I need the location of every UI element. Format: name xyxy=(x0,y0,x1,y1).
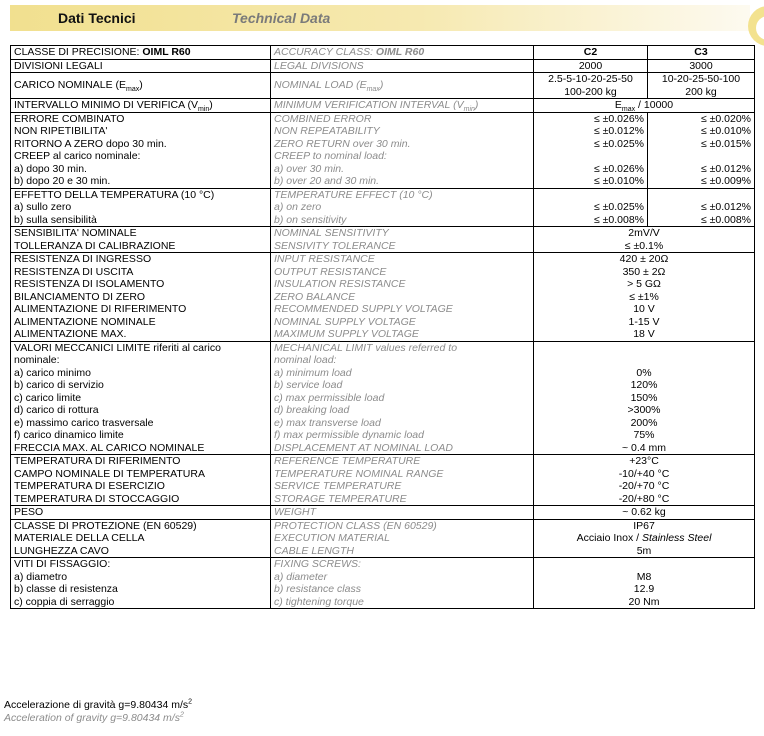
mechanical-value-line: 120% xyxy=(630,379,658,391)
row-legal-divisions xyxy=(11,59,755,73)
weight-en: WEIGHT xyxy=(271,506,534,520)
footer-note xyxy=(4,699,192,724)
sensitivity-it xyxy=(11,227,271,253)
gravity-note-it: Accelerazione di gravità g=9.80434 $m/s^2$ xyxy=(4,698,193,711)
mechanical-en-line: DISPLACEMENT AT NOMINAL LOAD xyxy=(274,441,453,454)
temperatures-it xyxy=(11,455,271,506)
mechanical-value xyxy=(534,341,755,455)
min-interval-it: INTERVALLO MINIMO DI VERIFICA $(V_{min})$ xyxy=(11,99,271,113)
nominal-load-en: NOMINAL LOAD $(E_{max})$ xyxy=(271,73,534,99)
errors-it-line: CREEP al carico nominale: xyxy=(14,150,141,162)
errors-en-line: ZERO RETURN over 30 min. xyxy=(274,137,411,150)
mechanical-it-line: e) massimo carico trasversale xyxy=(14,416,154,429)
screws-value xyxy=(534,558,755,609)
nominal-load-c3: 10-20-25-50-100 200 kg xyxy=(648,73,755,99)
temperatures-en xyxy=(271,455,534,506)
errors-it-line: NON RIPETIBILITA' xyxy=(14,125,108,137)
screws-en-line: FIXING SCREWS: xyxy=(274,558,361,570)
errors-c2 xyxy=(534,112,648,188)
sensitivity-value xyxy=(534,227,755,253)
temp-effect-en-line: a) on zero xyxy=(274,201,322,213)
electrical-en-line: INSULATION RESISTANCE xyxy=(274,278,406,290)
errors-en-line: CREEP to nominal load: xyxy=(274,150,387,162)
electrical-value xyxy=(534,253,755,342)
sensitivity-it-line: SENSIBILITA' NOMINALE xyxy=(14,227,137,239)
electrical-en-line: RECOMMENDED SUPPLY VOLTAGE xyxy=(274,303,453,315)
protection-en-line: PROTECTION CLASS (EN 60529) xyxy=(274,519,437,532)
errors-c3-line xyxy=(651,150,751,163)
temperatures-en-line: STORAGE TEMPERATURE xyxy=(274,492,407,505)
electrical-value-line: 1-15 V xyxy=(628,315,660,328)
temperatures-it-line: TEMPERATURA DI ESERCIZIO xyxy=(14,480,165,492)
electrical-en-line: OUTPUT RESISTANCE xyxy=(274,265,387,278)
mechanical-en xyxy=(271,341,534,455)
temperatures-value-line: -20/+80 °C xyxy=(618,492,670,505)
row-temperature-effect xyxy=(11,188,755,227)
temp-effect-c3-line: ≤ ±0.012% xyxy=(700,201,751,213)
mechanical-en-line: f) max permissible dynamic load xyxy=(274,429,424,441)
errors-c2-line: ≤ ±0.026% xyxy=(593,162,644,175)
row-protection xyxy=(11,519,755,558)
errors-c3-line: ≤ ±0.010% xyxy=(700,125,751,137)
temp-effect-c2-line: ≤ ±0.025% xyxy=(593,201,644,213)
temperatures-value-line: -10/+40 °C xyxy=(618,467,670,480)
row-nominal-load xyxy=(11,73,755,99)
temperatures-it-line: TEMPERATURA DI STOCCAGGIO xyxy=(14,492,180,505)
mechanical-en-line: e) max transverse load xyxy=(274,416,381,429)
weight-value: ~ 0.62 kg xyxy=(534,506,755,520)
temp-effect-c2-line xyxy=(537,189,644,202)
screws-en-line: a) diameter xyxy=(274,570,328,583)
screws-value-line: 12.9 xyxy=(633,583,655,595)
errors-en-line: a) over 30 min. xyxy=(274,162,345,175)
electrical-value-line: ≤ ±1% xyxy=(629,290,659,303)
sensitivity-value-line: ≤ ±0.1% xyxy=(624,239,664,252)
temp-effect-it xyxy=(11,188,271,227)
screws-it-line: c) coppia di serraggio xyxy=(14,595,115,608)
temp-effect-it-line: EFFETTO DELLA TEMPERATURA (10 °C) xyxy=(14,188,215,201)
section-header xyxy=(10,5,750,31)
electrical-en-line: INPUT RESISTANCE xyxy=(274,253,375,265)
row-accuracy-class xyxy=(11,46,755,60)
errors-it-line: a) dopo 30 min. xyxy=(14,162,87,175)
temp-effect-c2-line: ≤ ±0.008% xyxy=(593,213,644,226)
errors-c3-line: ≤ ±0.009% xyxy=(700,175,751,187)
screws-it-line: b) classe di resistenza xyxy=(14,583,118,595)
mechanical-value-line: ~ 0.4 mm xyxy=(621,441,667,454)
legal-div-c3: 3000 xyxy=(648,59,755,73)
temp-effect-en-line: b) on sensitivity xyxy=(274,213,347,226)
mechanical-it-line: d) carico di rottura xyxy=(14,404,99,416)
electrical-it-line: ALIMENTAZIONE MAX. xyxy=(14,328,127,340)
temperatures-it-line: TEMPERATURA DI RIFERIMENTO xyxy=(14,455,181,467)
temp-effect-it-line: a) sullo zero xyxy=(14,201,72,213)
protection-en-line: EXECUTION MATERIAL xyxy=(274,532,390,544)
legal-div-en: LEGAL DIVISIONS xyxy=(271,59,534,73)
mechanical-it-line: FRECCIA MAX. AL CARICO NOMINALE xyxy=(14,441,205,454)
sensitivity-en xyxy=(271,227,534,253)
row-screws xyxy=(11,558,755,609)
sensitivity-value-line: 2mV/V xyxy=(628,227,660,239)
min-interval-en: MINIMUM VERIFICATION INTERVAL $(V_{min})$ xyxy=(271,99,534,113)
row-errors xyxy=(11,112,755,188)
nominal-load-c2: 2.5-5-10-20-25-50 100-200 kg xyxy=(534,73,648,99)
screws-it xyxy=(11,558,271,609)
mechanical-value-line: >300% xyxy=(627,404,661,416)
errors-c3-line: ≤ ±0.012% xyxy=(700,162,751,175)
electrical-en-line: MAXIMUM SUPPLY VOLTAGE xyxy=(274,328,419,340)
temperatures-value-line: -20/+70 °C xyxy=(618,480,670,492)
temp-effect-en-line: TEMPERATURE EFFECT (10 °C) xyxy=(274,188,433,201)
electrical-value-line: > 5 GΩ xyxy=(627,278,661,290)
title-italian: Dati Tecnici xyxy=(58,10,136,26)
technical-data-table xyxy=(10,45,755,609)
screws-en xyxy=(271,558,534,609)
protection-value: IP67 Acciaio Inox / Stainless Steel 5m xyxy=(534,519,755,558)
electrical-it-line: BILANCIAMENTO DI ZERO xyxy=(14,290,146,303)
errors-en-line: NON REPEATABILITY xyxy=(274,125,380,137)
electrical-it-line: RESISTENZA DI ISOLAMENTO xyxy=(14,278,165,290)
mechanical-it-line: a) carico minimo xyxy=(14,366,92,379)
temp-effect-c3-line xyxy=(651,189,751,202)
mechanical-en-line: b) service load xyxy=(274,379,343,391)
screws-value-line xyxy=(537,558,751,571)
temp-effect-en xyxy=(271,188,534,227)
errors-en xyxy=(271,112,534,188)
temperatures-value xyxy=(534,455,755,506)
electrical-value-line: 350 ± 2Ω xyxy=(622,265,666,278)
screws-en-line: c) tightening torque xyxy=(274,595,364,608)
errors-it-line: RITORNO A ZERO dopo 30 min. xyxy=(14,137,167,150)
sensitivity-en-line: NOMINAL SENSITIVITY xyxy=(274,227,389,239)
mechanical-it xyxy=(11,341,271,455)
errors-it-line: b) dopo 20 e 30 min. xyxy=(14,175,111,187)
electrical-it-line: RESISTENZA DI USCITA xyxy=(14,265,134,278)
mechanical-en-line: c) max permissible load xyxy=(274,391,385,404)
electrical-value-line: 18 V xyxy=(633,328,655,340)
errors-c3 xyxy=(648,112,755,188)
electrical-en-line: ZERO BALANCE xyxy=(274,290,356,303)
temperatures-value-line: +23°C xyxy=(629,455,659,467)
protection-it-line: CLASSE DI PROTEZIONE (EN 60529) xyxy=(14,519,197,532)
mechanical-en-line: a) minimum load xyxy=(274,366,352,379)
protection-it xyxy=(11,519,271,558)
temp-effect-c3 xyxy=(648,188,755,227)
screws-it-line: VITI DI FISSAGGIO: xyxy=(14,558,111,570)
electrical-it-line: ALIMENTAZIONE DI RIFERIMENTO xyxy=(14,303,187,315)
temperatures-it-line: CAMPO NOMINALE DI TEMPERATURA xyxy=(14,467,205,480)
min-interval-value: $E_{max} / 10000$ xyxy=(534,99,755,113)
mechanical-en-line: d) breaking load xyxy=(274,404,350,416)
temp-effect-c3-line: ≤ ±0.008% xyxy=(700,213,751,226)
accuracy-en: ACCURACY CLASS: OIML R60 xyxy=(271,46,534,60)
weight-it: PESO xyxy=(11,506,271,520)
electrical-it-line: ALIMENTAZIONE NOMINALE xyxy=(14,315,156,328)
errors-it xyxy=(11,112,271,188)
electrical-en xyxy=(271,253,534,342)
mechanical-value-line: 150% xyxy=(630,391,658,404)
screws-value-line: 20 Nm xyxy=(628,595,660,608)
mechanical-value-line: 75% xyxy=(633,429,655,441)
electrical-value-line: 10 V xyxy=(633,303,655,315)
electrical-it xyxy=(11,253,271,342)
temp-effect-it-line: b) sulla sensibilità xyxy=(14,213,97,226)
errors-c2-line: ≤ ±0.010% xyxy=(593,175,644,187)
temperatures-en-line: SERVICE TEMPERATURE xyxy=(274,480,402,492)
errors-c2-line xyxy=(537,150,644,163)
sensitivity-en-line: SENSIVITY TOLERANCE xyxy=(274,239,396,252)
errors-en-line: b) over 20 and 30 min. xyxy=(274,175,380,187)
mechanical-it-line: nominale: xyxy=(14,354,60,366)
temp-effect-c2 xyxy=(534,188,648,227)
mechanical-it-line: f) carico dinamico limite xyxy=(14,429,124,441)
row-temperatures xyxy=(11,455,755,506)
accuracy-it: CLASSE DI PRECISIONE: OIML R60 xyxy=(11,46,271,60)
electrical-it-line: RESISTENZA DI INGRESSO xyxy=(14,253,152,265)
mechanical-en-line: MECHANICAL LIMIT values referred to xyxy=(274,341,458,354)
mechanical-value-line xyxy=(537,354,751,367)
errors-en-line: COMBINED ERROR xyxy=(274,112,372,125)
temperatures-en-line: TEMPERATURE NOMINAL RANGE xyxy=(274,467,444,480)
row-weight xyxy=(11,506,755,520)
nominal-load-it: CARICO NOMINALE $(E_{max})$ xyxy=(11,73,271,99)
row-min-interval xyxy=(11,99,755,113)
errors-it-line: ERRORE COMBINATO xyxy=(14,112,125,125)
row-sensitivity xyxy=(11,227,755,253)
errors-c3-line: ≤ ±0.015% xyxy=(700,137,751,150)
errors-c2-line: ≤ ±0.026% xyxy=(593,112,644,125)
screws-it-line: a) diametro xyxy=(14,570,68,583)
protection-en xyxy=(271,519,534,558)
screws-en-line: b) resistance class xyxy=(274,583,361,595)
mechanical-en-line: nominal load: xyxy=(274,354,337,366)
column-c3: C3 xyxy=(648,46,755,60)
row-electrical xyxy=(11,253,755,342)
legal-div-c2: 2000 xyxy=(534,59,648,73)
legal-div-it: DIVISIONI LEGALI xyxy=(11,59,271,73)
protection-en-line: CABLE LENGTH xyxy=(274,544,354,557)
temperatures-en-line: REFERENCE TEMPERATURE xyxy=(274,455,421,467)
errors-c2-line: ≤ ±0.012% xyxy=(593,125,644,137)
errors-c3-line: ≤ ±0.020% xyxy=(700,112,751,125)
screws-value-line: M8 xyxy=(636,570,652,583)
mechanical-it-line: VALORI MECCANICI LIMITE riferiti al carico xyxy=(14,341,221,354)
column-c2: C2 xyxy=(534,46,648,60)
electrical-value-line: 420 ± 20Ω xyxy=(619,253,669,265)
gravity-note-en: Acceleration of gravity g=9.80434 $m/s^2$ xyxy=(4,711,184,724)
errors-c2-line: ≤ ±0.025% xyxy=(593,137,644,150)
mechanical-it-line: c) carico limite xyxy=(14,391,82,404)
mechanical-value-line: 200% xyxy=(630,416,658,429)
protection-it-line: LUNGHEZZA CAVO xyxy=(14,544,109,557)
row-mechanical xyxy=(11,341,755,455)
mechanical-value-line xyxy=(537,342,751,355)
sensitivity-it-line: TOLLERANZA DI CALIBRAZIONE xyxy=(14,239,176,252)
electrical-en-line: NOMINAL SUPPLY VOLTAGE xyxy=(274,315,416,328)
mechanical-value-line: 0% xyxy=(636,366,652,379)
mechanical-it-line: b) carico di servizio xyxy=(14,379,104,391)
protection-it-line: MATERIALE DELLA CELLA xyxy=(14,532,145,544)
title-english: Technical Data xyxy=(232,10,331,26)
